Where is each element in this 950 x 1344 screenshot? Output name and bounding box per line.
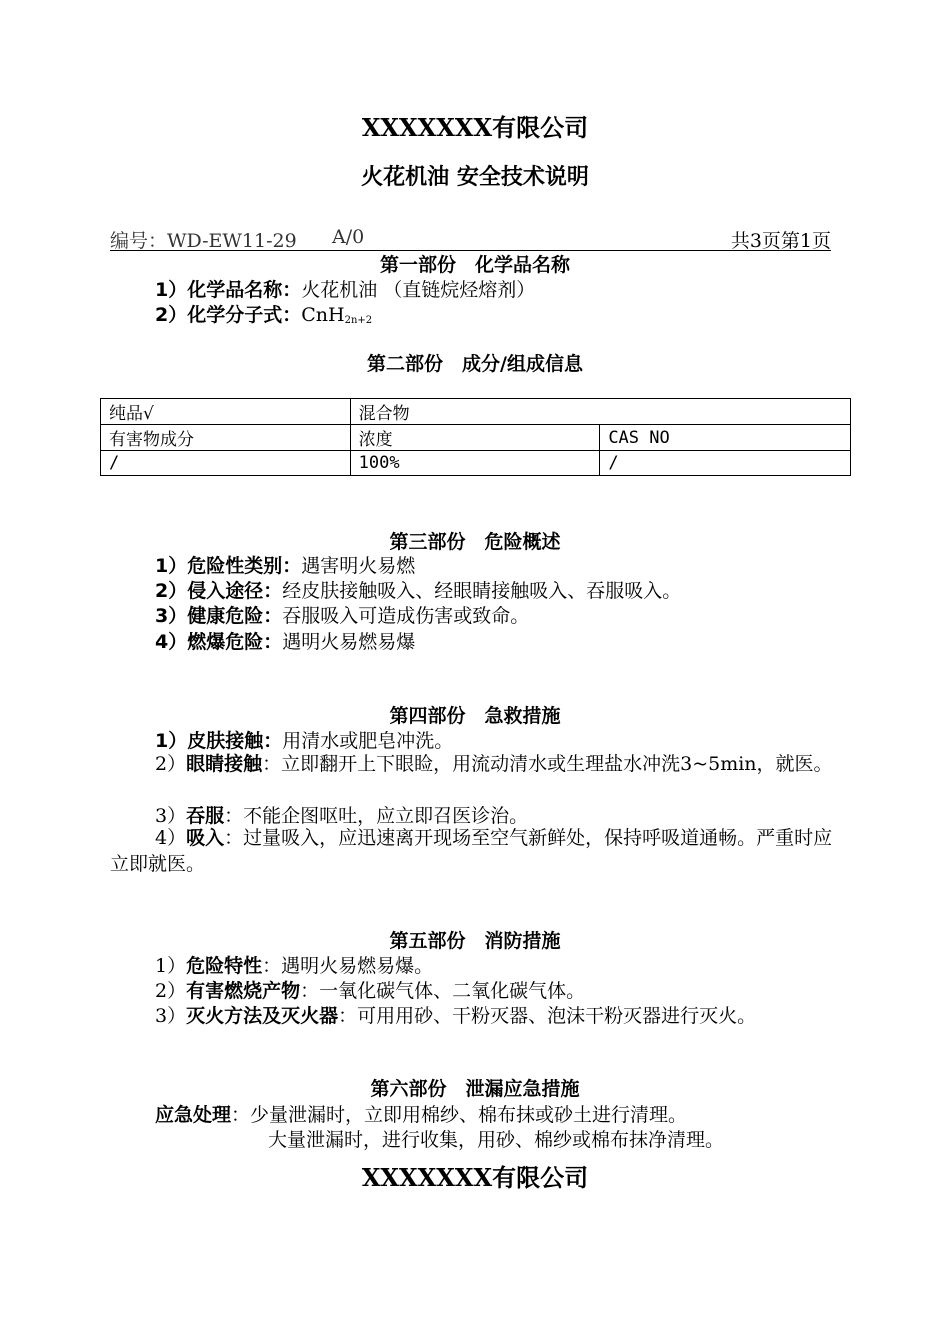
item-label: 4）燃爆危险： — [155, 631, 283, 653]
section-heading-part6: 第六部份 泄漏应急措施 — [370, 1078, 580, 1100]
item-value: ：可用用砂、干粉灭器、泡沫干粉灭器进行灭火。 — [338, 1005, 757, 1027]
emergency-handling-line2: 大量泄漏时，进行收集，用砂、棉纱或棉布抹净清理。 — [268, 1129, 725, 1151]
company-name-header: XXXXXXX有限公司 — [361, 113, 589, 142]
item-number: 1） — [155, 955, 187, 977]
item-number: 3） — [155, 1005, 187, 1027]
section-heading-part1: 第一部份 化学品名称 — [379, 254, 570, 276]
section-heading-part3: 第三部份 危险概述 — [389, 531, 561, 553]
company-name-footer: XXXXXXX有限公司 — [361, 1163, 589, 1192]
item-label: 吞服 — [186, 805, 225, 827]
composition-table — [100, 398, 851, 476]
document-title: 火花机油 安全技术说明 — [361, 164, 589, 190]
cell-concentration: 100% — [350, 451, 600, 476]
item-label: 3）健康危险： — [155, 605, 283, 627]
chemical-name-value: 火花机油 （直链烷烃熔剂） — [301, 279, 536, 301]
chemical-formula-line — [155, 300, 372, 327]
emergency-handling-line1 — [155, 1100, 687, 1127]
table-header-row — [101, 425, 851, 451]
item-number: 2） — [155, 980, 187, 1002]
header-cas-no: CAS NO — [600, 425, 851, 451]
section-heading-part5: 第五部份 消防措施 — [389, 930, 561, 952]
item-value: ：立即翻开上下眼睑，用流动清水或生理盐水冲洗3~5min，就医。 — [262, 753, 833, 775]
item-value: ：少量泄漏时，立即用棉纱、棉布抹或砂土进行清理。 — [231, 1104, 688, 1126]
first-aid-ingestion — [155, 801, 528, 828]
item-value: 经皮肤接触吸入、经眼睛接触吸入、吞服吸入。 — [282, 580, 682, 602]
section-heading-part2: 第二部份 成分/组成信息 — [367, 353, 583, 375]
item-label: 有害燃烧产物 — [186, 980, 301, 1002]
item-value: ：一氧化碳气体、二氧化碳气体。 — [300, 980, 586, 1002]
list-item — [155, 976, 585, 1003]
chemical-formula-subscript: 2n+2 — [344, 315, 373, 326]
list-item — [155, 551, 415, 578]
cell-cas-no: / — [600, 451, 851, 476]
first-aid-eyes — [110, 751, 836, 777]
page-indicator: 共3页第1页 — [730, 230, 831, 252]
item-label: 灭火方法及灭火器 — [186, 1005, 339, 1027]
list-item — [155, 951, 433, 978]
item-label: 2）侵入途径： — [155, 580, 283, 602]
item-number: 4） — [155, 827, 187, 849]
chemical-formula-label: 2）化学分子式： — [155, 304, 302, 326]
item-value: 用清水或肥皂冲洗。 — [282, 730, 454, 752]
list-item — [155, 627, 415, 654]
item-label: 1）危险性类别： — [155, 555, 302, 577]
item-label: 眼睛接触 — [186, 753, 263, 775]
list-item — [155, 601, 529, 628]
header-hazardous-component: 有害物成分 — [101, 425, 351, 451]
chemical-formula-value: CnH — [301, 304, 345, 326]
item-label: 1）皮肤接触： — [155, 730, 283, 752]
item-label: 应急处理 — [155, 1104, 232, 1126]
chemical-name-line — [155, 275, 535, 302]
cell-component: / — [101, 451, 351, 476]
section-heading-part4: 第四部份 急救措施 — [389, 705, 561, 727]
mixture-cell: 混合物 — [350, 399, 850, 425]
item-value: ：遇明火易燃易爆。 — [262, 955, 434, 977]
item-label: 危险特性 — [186, 955, 263, 977]
item-value: 遇害明火易燃 — [301, 555, 416, 577]
item-value: ：过量吸入，应迅速离开现场至空气新鲜处，保持呼吸道通畅。严重时应立即就医。 — [110, 827, 833, 875]
table-row — [101, 399, 851, 425]
item-number: 2） — [155, 753, 187, 775]
revision-code: A/0 — [332, 226, 365, 248]
document-number-bar — [110, 226, 831, 251]
item-label: 吸入 — [186, 827, 225, 849]
item-number: 3） — [155, 805, 187, 827]
item-value: 吞服吸入可造成伤害或致命。 — [282, 605, 530, 627]
list-item — [155, 1001, 756, 1028]
first-aid-inhalation — [110, 825, 840, 877]
document-number: 编号：WD-EW11-29 — [110, 230, 297, 252]
first-aid-skin — [155, 726, 453, 753]
header-concentration: 浓度 — [350, 425, 600, 451]
item-value: ：不能企图呕吐，应立即召医诊治。 — [224, 805, 529, 827]
item-value: 遇明火易燃易爆 — [282, 631, 416, 653]
list-item — [155, 576, 681, 603]
pure-cell: 纯品√ — [101, 399, 351, 425]
chemical-name-label: 1）化学品名称： — [155, 279, 302, 301]
table-row — [101, 451, 851, 476]
